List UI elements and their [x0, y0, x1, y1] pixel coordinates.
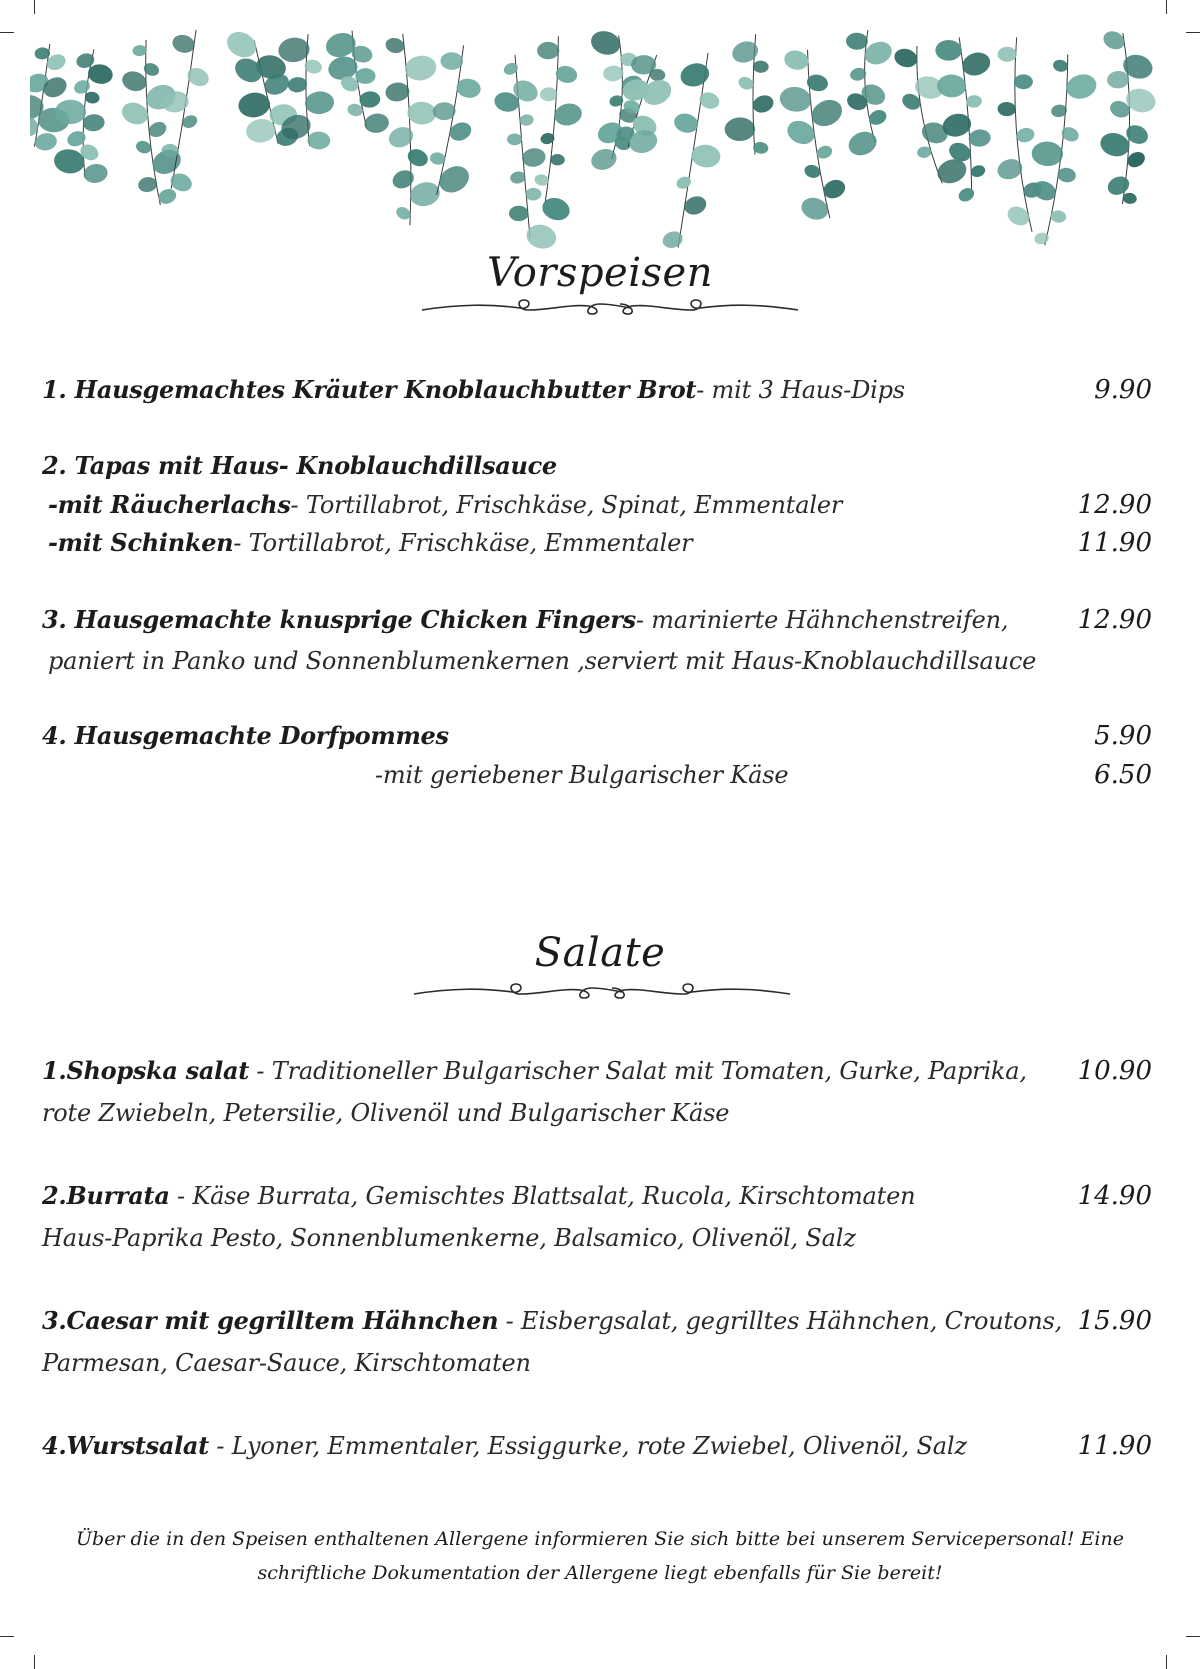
- eucalyptus-leaf: [660, 229, 685, 251]
- flourish-divider-icon: [412, 978, 792, 1002]
- item-name: 4. Hausgemachte Dorfpommes: [42, 721, 449, 750]
- menu-item-desc-line: [48, 643, 1158, 683]
- eucalyptus-leaf: [502, 61, 520, 77]
- subitem-price: 12.90: [1077, 490, 1152, 520]
- eucalyptus-leaf: [34, 131, 59, 152]
- crop-mark: [1166, 0, 1167, 14]
- item-desc-2: paniert in Panko und Sonnenblumenkernen ,serviert mit Haus-Knoblauchdillsauce: [48, 647, 1037, 675]
- eucalyptus-leaf: [355, 68, 375, 84]
- menu-item-desc-line: [42, 1095, 1152, 1135]
- item-price: 5.90: [1094, 721, 1152, 751]
- eucalyptus-leaf: [690, 143, 721, 169]
- eucalyptus-leaf: [447, 119, 474, 144]
- allergen-notice: [60, 1522, 1140, 1590]
- eucalyptus-leaf: [1015, 126, 1036, 144]
- subitem-name: -mit Schinken: [48, 528, 234, 557]
- item-desc-2: Parmesan, Caesar-Sauce, Kirschtomaten: [42, 1349, 531, 1377]
- eucalyptus-leaf: [440, 52, 463, 70]
- eucalyptus-leaf: [223, 27, 261, 62]
- item-price: 14.90: [1077, 1181, 1152, 1211]
- item-name: 1. Hausgemachtes Kräuter Knoblauchbutter Brot: [42, 375, 697, 404]
- eucalyptus-leaf: [867, 107, 889, 127]
- eucalyptus-leaf: [521, 147, 547, 169]
- eucalyptus-leaf: [237, 91, 271, 119]
- crop-mark: [34, 1655, 35, 1669]
- eucalyptus-leaf: [507, 133, 522, 145]
- eucalyptus-leaf: [965, 94, 982, 108]
- eucalyptus-leaf: [435, 161, 474, 198]
- menu-item: [42, 718, 1152, 758]
- eucalyptus-leaf: [1100, 28, 1127, 53]
- menu-item-desc-line: [42, 1220, 1152, 1260]
- eucalyptus-leaf: [363, 112, 390, 135]
- eucalyptus-leaf: [778, 85, 813, 114]
- eucalyptus-leaf: [1031, 141, 1064, 167]
- item-name: 3. Hausgemachte knusprige Chicken Fingers: [42, 605, 636, 634]
- eucalyptus-leaf: [304, 90, 335, 115]
- eucalyptus-leaf: [180, 113, 199, 131]
- eucalyptus-leaf: [82, 113, 105, 131]
- eucalyptus-leaf: [675, 174, 693, 190]
- eucalyptus-garland-icon: [30, 20, 1170, 260]
- item-name: 4.Wurstsalat: [42, 1431, 209, 1460]
- eucalyptus-leaf: [519, 113, 535, 126]
- eucalyptus-leaf: [798, 194, 831, 223]
- eucalyptus-leaf: [403, 53, 438, 82]
- menu-item: [42, 1428, 1152, 1468]
- menu-subitem: [48, 487, 1152, 527]
- eucalyptus-leaf: [724, 117, 755, 141]
- eucalyptus-leaf: [820, 177, 848, 202]
- subitem-desc: - Tortillabrot, Frischkäse, Emmentaler: [233, 529, 693, 557]
- garland-stem: [544, 36, 559, 212]
- eucalyptus-leaf: [55, 100, 86, 124]
- eucalyptus-leaf: [119, 99, 152, 128]
- menu-item: [42, 1178, 1152, 1218]
- eucalyptus-leaf: [386, 124, 416, 151]
- crop-mark: [1186, 1636, 1200, 1637]
- subitem-price: 6.50: [1094, 760, 1152, 790]
- eucalyptus-leaf: [384, 81, 410, 103]
- menu-item: [42, 1053, 1152, 1093]
- item-desc: - Eisbergsalat, gegrilltes Hähnchen, Croutons,: [498, 1307, 1063, 1335]
- eucalyptus-leaf: [995, 156, 1025, 182]
- eucalyptus-leaf: [1014, 74, 1033, 89]
- flourish-divider-icon: [420, 294, 800, 318]
- eucalyptus-leaf: [935, 40, 961, 61]
- menu-item: [42, 448, 1152, 488]
- eucalyptus-leaf: [539, 194, 572, 223]
- allergen-notice-line-2: schriftliche Dokumentation der Allergene liegt ebenfalls für Sie bereit!: [257, 1562, 943, 1584]
- eucalyptus-leaf: [603, 65, 624, 82]
- eucalyptus-leaf: [537, 42, 559, 59]
- menu-item-desc-line: [42, 1345, 1152, 1385]
- eucalyptus-leaf: [1063, 71, 1099, 103]
- eucalyptus-leaf: [997, 47, 1016, 62]
- eucalyptus-leaf: [1052, 58, 1069, 73]
- eucalyptus-leaf: [287, 76, 308, 93]
- item-name: 1.Shopska salat: [42, 1056, 249, 1085]
- menu-item: [42, 372, 1152, 412]
- eucalyptus-leaf: [132, 45, 147, 57]
- menu-subitem: [42, 757, 1152, 797]
- crop-mark: [1166, 1655, 1167, 1669]
- item-desc: - Käse Burrata, Gemischtes Blattsalat, Rucola, Kirschtomaten: [169, 1182, 916, 1210]
- eucalyptus-leaf: [509, 206, 529, 222]
- item-desc-2: rote Zwiebeln, Petersilie, Olivenöl und Bulgarischer Käse: [42, 1099, 730, 1127]
- eucalyptus-leaf: [277, 36, 311, 64]
- item-price: 9.90: [1094, 375, 1152, 405]
- menu-item: [42, 1303, 1152, 1343]
- eucalyptus-leaf: [588, 28, 623, 59]
- eucalyptus-leaf: [588, 146, 619, 173]
- item-desc: - marinierte Hähnchenstreifen,: [635, 606, 1009, 634]
- eucalyptus-leaf: [384, 36, 406, 55]
- eucalyptus-leaf: [782, 48, 810, 72]
- subitem-price: 11.90: [1077, 528, 1152, 558]
- eucalyptus-leaf: [1030, 177, 1059, 204]
- eucalyptus-leaf: [846, 33, 868, 50]
- item-price: 12.90: [1077, 605, 1152, 635]
- eucalyptus-leaf: [892, 46, 919, 70]
- section-title-salate: Salate: [534, 930, 666, 976]
- crop-mark: [34, 0, 35, 14]
- subitem-name: -mit Räucherlachs: [48, 490, 291, 519]
- eucalyptus-leaf: [997, 101, 1016, 116]
- eucalyptus-leaf: [1004, 203, 1032, 229]
- menu-subitem: [48, 525, 1152, 565]
- eucalyptus-leaf: [697, 90, 721, 112]
- item-desc: - Traditioneller Bulgarischer Salat mit Tomaten, Gurke, Paprika,: [249, 1057, 1027, 1085]
- crop-mark: [0, 32, 14, 33]
- section-title-vorspeisen: Vorspeisen: [487, 250, 713, 296]
- eucalyptus-leaf: [307, 131, 330, 149]
- item-desc: - mit 3 Haus-Dips: [696, 376, 905, 404]
- eucalyptus-leaf: [638, 75, 675, 110]
- eucalyptus-leaf: [142, 61, 161, 78]
- eucalyptus-leaf: [540, 87, 558, 102]
- eucalyptus-leaf: [550, 154, 565, 166]
- item-name: 2. Tapas mit Haus- Knoblauchdillsauce: [42, 451, 557, 480]
- eucalyptus-leaf: [750, 92, 776, 115]
- crop-mark: [1186, 32, 1200, 33]
- subitem-desc: -mit geriebener Bulgarischer Käse: [375, 761, 789, 789]
- item-name: 2.Burrata: [42, 1181, 170, 1210]
- eucalyptus-leaf: [956, 185, 976, 204]
- item-desc: - Lyoner, Emmentaler, Essiggurke, rote Zwiebel, Olivenöl, Salz: [208, 1432, 967, 1460]
- allergen-notice-line-1: Über die in den Speisen enthaltenen Allergene informieren Sie sich bitte bei unserem Servicepersonal! Eine: [76, 1528, 1124, 1550]
- item-name: 3.Caesar mit gegrilltem Hähnchen: [42, 1306, 499, 1335]
- item-price: 11.90: [1077, 1431, 1152, 1461]
- eucalyptus-leaf: [845, 128, 880, 160]
- eucalyptus-leaf: [120, 68, 149, 94]
- item-desc-2: Haus-Paprika Pesto, Sonnenblumenkerne, Balsamico, Olivenöl, Salz: [42, 1224, 856, 1252]
- eucalyptus-leaf: [525, 187, 542, 201]
- eucalyptus-leaf: [407, 101, 437, 125]
- eucalyptus-leaf: [968, 128, 991, 147]
- eucalyptus-leaf: [969, 163, 987, 179]
- eucalyptus-leaf: [1050, 210, 1067, 224]
- crop-mark: [0, 1636, 14, 1637]
- menu-item: [42, 602, 1152, 642]
- eucalyptus-leaf: [390, 167, 417, 192]
- eucalyptus-leaf: [405, 146, 431, 169]
- eucalyptus-leaf: [82, 162, 109, 184]
- garland-stem: [917, 46, 942, 183]
- item-price: 15.90: [1077, 1306, 1152, 1336]
- eucalyptus-leaf: [1106, 70, 1129, 89]
- subitem-desc: - Tortillabrot, Frischkäse, Spinat, Emmentaler: [290, 491, 843, 519]
- item-price: 10.90: [1077, 1056, 1152, 1086]
- eucalyptus-leaf: [552, 101, 584, 128]
- eucalyptus-leaf: [753, 60, 769, 72]
